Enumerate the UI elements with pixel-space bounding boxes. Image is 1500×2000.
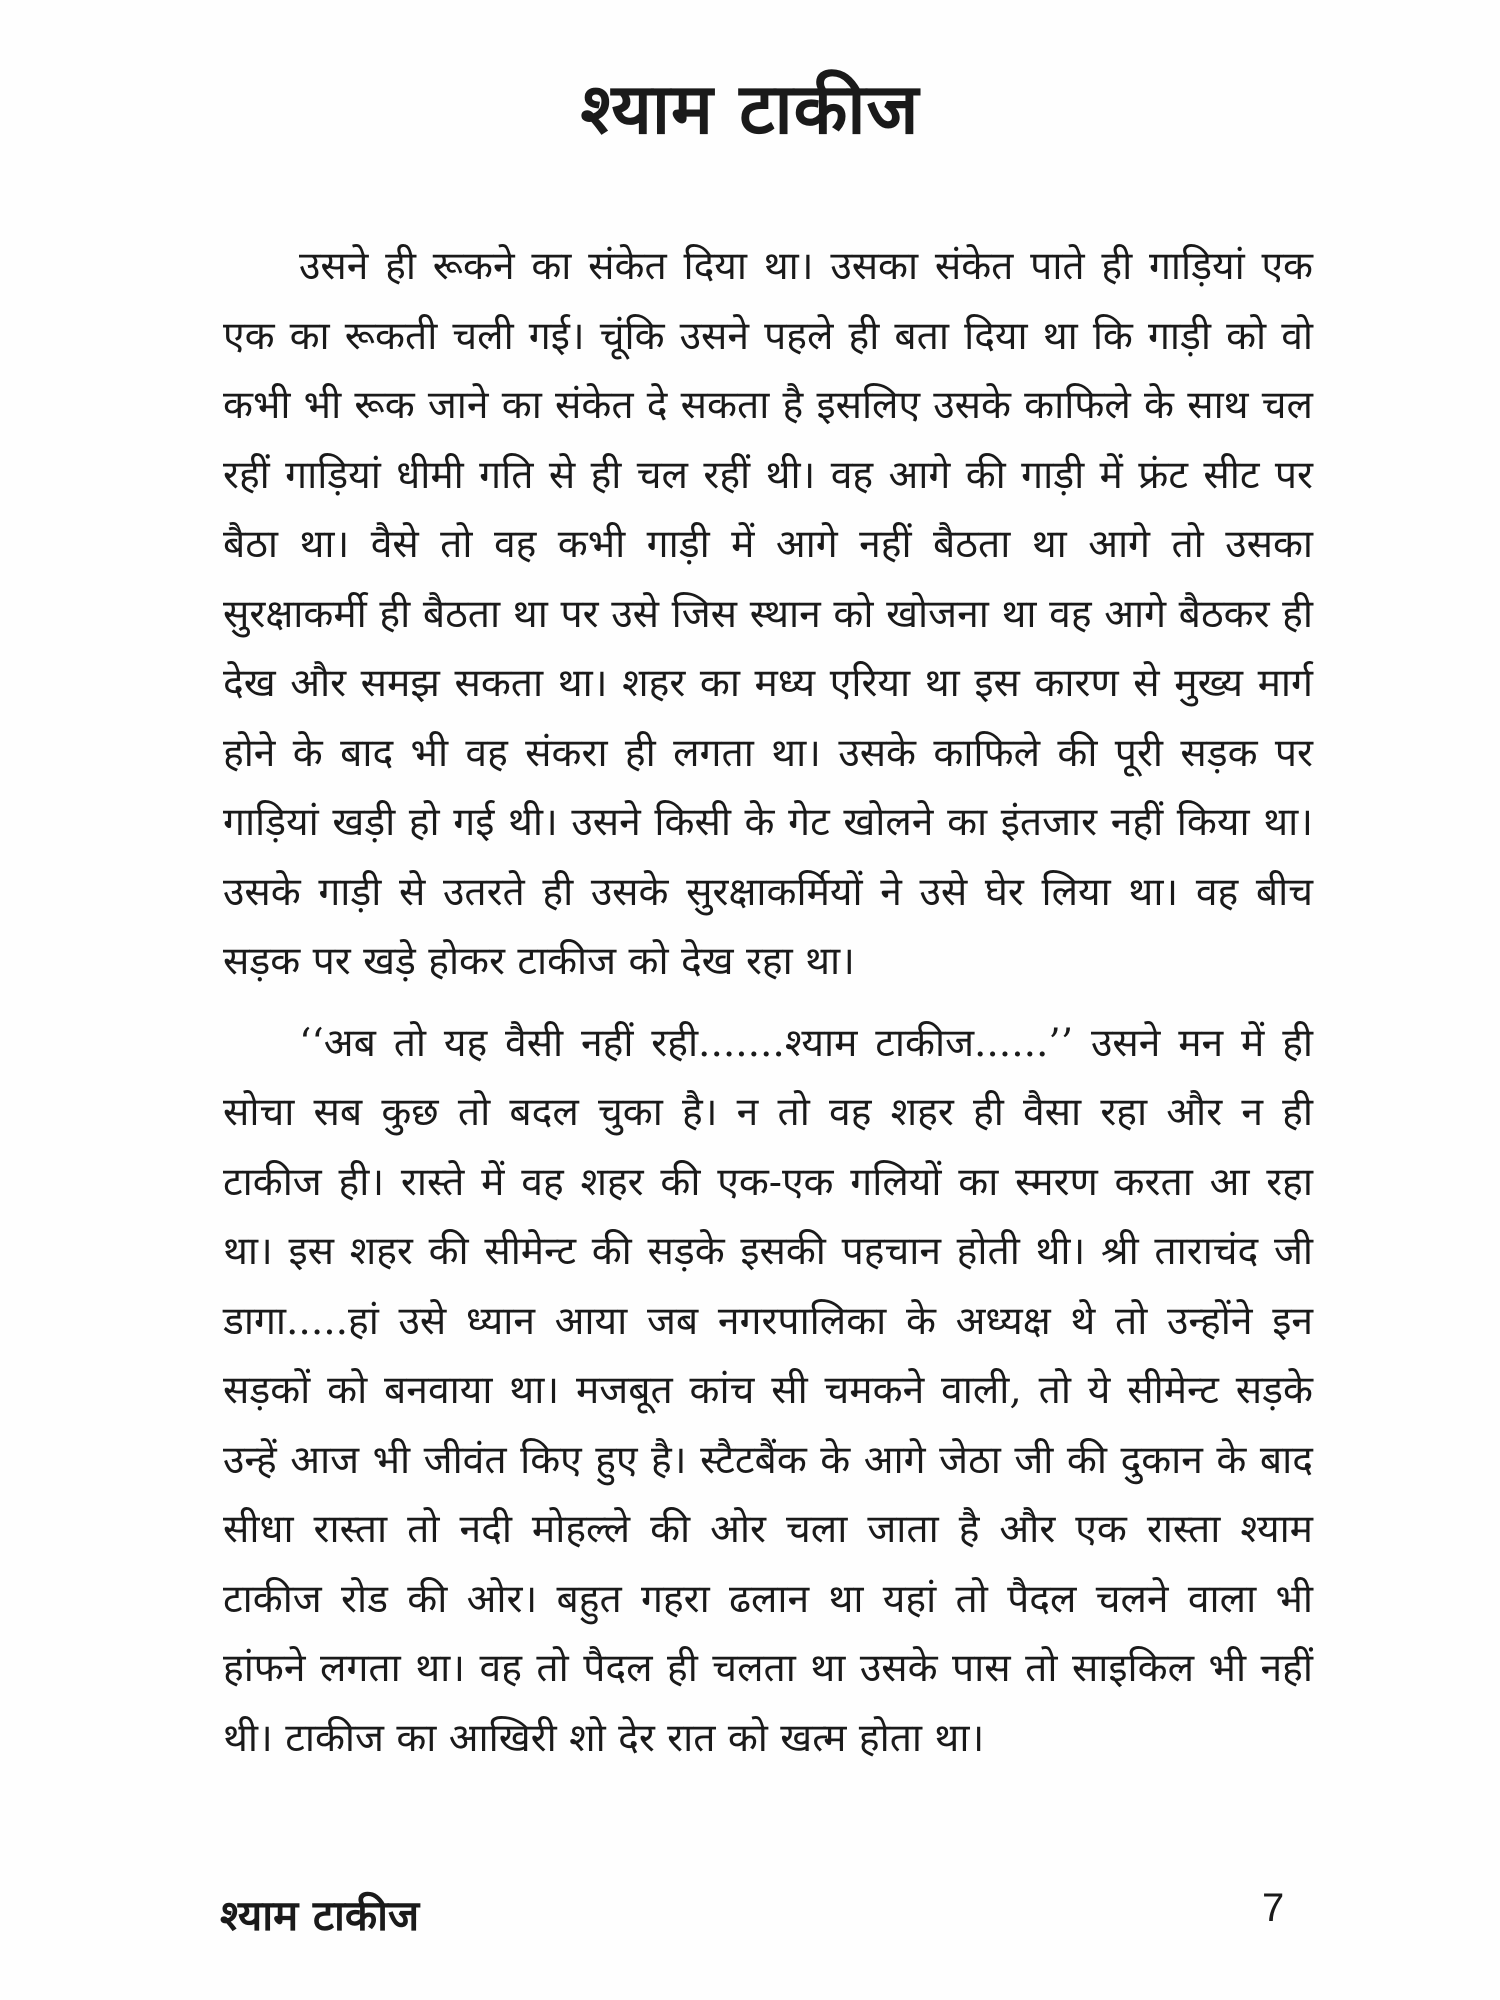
- chapter-body: [223, 232, 1313, 1773]
- paragraph-2: ‘‘अब तो यह वैसी नहीं रही.......श्याम टाकीज......’’ उसने मन में ही सोचा सब कुछ तो बदल चुका है। न तो वह शहर ही वैसा रहा और न ही टाकीज ही। रास्ते में वह शहर की एक-एक गलियों का स्मरण करता आ रहा था। इस शहर की सीमेन्ट की सड़के इसकी पहचान होती थी। श्री ताराचंद जी डागा.....हां उसे ध्यान आया जब नगरपालिका के अध्यक्ष थे तो उन्होंने इन सड़कों को बनवाया था। मजबूत कांच सी चमकने वाली, तो ये सीमेन्ट सड़के उन्हें आज भी जीवंत किए हुए है। स्टैटबैंक के आगे जेठा जी की दुकान के बाद सीधा रास्ता तो नदी मोहल्ले की ओर चला जाता है और एक रास्ता श्याम टाकीज रोड की ओर। बहुत गहरा ढलान था यहां तो पैदल चलने वाला भी हांफने लगता था। वह तो पैदल ही चलता था उसके पास तो साइकिल भी नहीं थी। टाकीज का आखिरी शो देर रात को खत्म होता था।: [223, 1020, 1313, 1761]
- paragraph-1: उसने ही रूकने का संकेत दिया था। उसका संकेत पाते ही गाड़ियां एक एक का रूकती चली गई। चूंकि उसने पहले ही बता दिया था कि गाड़ी को वो कभी भी रूक जाने का संकेत दे सकता है इसलिए उसके काफिले के साथ चल रहीं गाड़ियां धीमी गति से ही चल रहीं थी। वह आगे की गाड़ी में फ्रंट सीट पर बैठा था। वैसे तो वह कभी गाड़ी में आगे नहीं बैठता था आगे तो उसका सुरक्षाकर्मी ही बैठता था पर उसे जिस स्थान को खोजना था वह आगे बैठकर ही देख और समझ सकता था। शहर का मध्य एरिया था इस कारण से मुख्य मार्ग होने के बाद भी वह संकरा ही लगता था। उसके काफिले की पूरी सड़क पर गाड़ियां खड़ी हो गई थी। उसने किसी के गेट खोलने का इंतजार नहीं किया था। उसके गाड़ी से उतरते ही उसके सुरक्षाकर्मियों ने उसे घेर लिया था। वह बीच सड़क पर खड़े होकर टाकीज को देख रहा था।: [223, 244, 1313, 984]
- chapter-title: श्याम टाकीज: [580, 67, 920, 150]
- page-number: 7: [1262, 1886, 1285, 1930]
- footer-book-title: श्याम टाकीज: [220, 1891, 420, 1940]
